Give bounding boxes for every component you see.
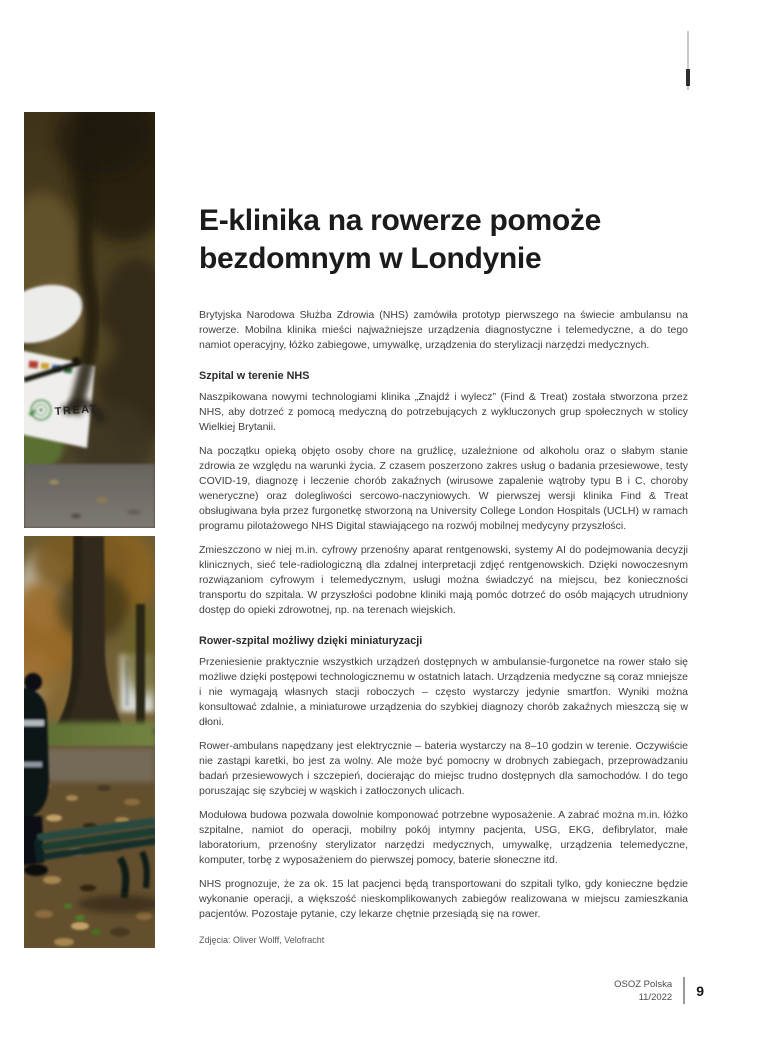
article-column: [199, 202, 688, 955]
journal-name: OSOZ Polska: [614, 978, 673, 990]
paragraph: Naszpikowana nowymi technologiami klinika „Znajdź i wylecz” (Find & Treat) została stworzona przez NHS, aby dotrzeć z pomocą medyczną do potrzebujących z wykluczonych grup społecznych w stolicy Wielkiej Brytanii.: [199, 391, 688, 433]
photo-ebike-trailer: [24, 112, 155, 528]
page-number: 9: [696, 982, 704, 999]
paragraph: Na początku opieką objęto osoby chore na gruźlicę, uzależnione od alkoholu oraz o słabym stanie zdrowia ze względu na warunki życia. Z czasem poszerzono zakres usług o badania przesiewowe, testy COVID-19, diagnozę i leczenie chorób zakaźnych (wirusowe zapalenie wątroby typu B i C, choroby weneryczne) oraz dolegliwości sercowo-naczyniowych. W pierwszej wersji klinika Find & Treat obsługiwana była przez furgonetkę stworzoną na University College London Hospitals (UCLH) w ramach programu pilotażowego NHS Digital stawiającego na rozwój mobilnej medycyny przyszłości.: [199, 445, 688, 532]
footer-divider: [683, 977, 685, 1004]
article-lead: Brytyjska Narodowa Służba Zdrowia (NHS) zamówiła prototyp pierwszego na świecie ambulansu na rowerze. Mobilna klinika mieści najważniejsze urządzenia diagnostyczne i telemedyczne, a do tego namiot operacyjny, łóżko zabiegowe, umywalkę, urządzenia do sterylizacji narzędzi medycznych.: [199, 309, 688, 351]
issue-number: 11/2022: [638, 991, 673, 1003]
page-edge-mark: [687, 31, 689, 90]
paragraph: Modułowa budowa pozwala dowolnie komponować potrzebne wyposażenie. A zabrać można m.in. łóżko szpitalne, namiot do operacji, mobilny pokój intymny pacjenta, USG, EKG, defibrylator, małe laboratorium, przenośny sterylizator narzędzi medycznych, umywalkę, urządzenia telemedyczne, komputer, torbę z wyposażeniem do pierwszej pomocy, baterie słoneczne itd.: [199, 809, 688, 866]
footer-meta: [614, 978, 672, 1004]
paragraph: Rower-ambulans napędzany jest elektrycznie – bateria wystarczy na 8–10 godzin w terenie. Oczywiście nie zastąpi karetki, bo jest za wolny. Ale może być pomocny w drobnych zabiegach, przeprowadzaniu badań przesiewowych i szczepień, docierając do miejsc trudno dostępnych dla samochodów. I do tego poruszając się szybciej w wąskich i zatłoczonych ulicach.: [199, 740, 688, 797]
section-heading-szpital: Szpital w terenie NHS: [199, 370, 310, 382]
page-footer: [614, 977, 704, 1004]
trailer-brand-text: TREAT: [54, 402, 99, 418]
photo-credit: Zdjęcia: Oliver Wolff, Velofracht: [199, 935, 325, 945]
paragraph: Zmieszczono w niej m.in. cyfrowy przenośny aparat rentgenowski, systemy AI do podejmowania decyzji klinicznych, sieć tele-radiologiczną dla zdalnej interpretacji zdjęć rentgenowskich. Dzięki nowoczesnym rozwiązaniom cyfrowym i telemedycznym, usługi można świadczyć na miejscu, bez konieczności transportu do szpitala. W przyszłości podobne kliniki mają pomóc dotrzeć do osób mających utrudniony dostęp do opieki zdrowotnej, np. na terenach wiejskich.: [199, 544, 688, 616]
article-title: E-klinika na rowerze pomoże bezdomnym w Londynie: [199, 204, 602, 275]
photo-park-bench: [24, 536, 155, 948]
paragraph: NHS prognozuje, że za ok. 15 lat pacjenci będą transportowani do szpitali tylko, gdy konieczne będzie wykonanie operacji, a większość nieskomplikowanych zabiegów realizowana w miejscu zamieszkania pacjentów. Pozostaje pytanie, czy lekarze chętnie przesiądą się na rower.: [199, 878, 688, 920]
section-heading-miniaturyzacja: Rower-szpital możliwy dzięki miniaturyzacji: [199, 635, 423, 647]
page-edge-tick: [686, 69, 690, 86]
paragraph: Przeniesienie praktycznie wszystkich urządzeń dostępnych w ambulansie-furgonetce na rower stało się możliwe dzięki postępowi technologicznemu w ostatnich latach. Urządzenia medyczne są coraz mniejsze i nie wymagają własnych stacji roboczych – często wystarczy jedynie smartfon. Wyniki można konsultować zdalnie, a miniaturowe urządzenia do szybkiej diagnozy chorób zakaźnych mieszczą się w dłoni.: [199, 656, 688, 728]
